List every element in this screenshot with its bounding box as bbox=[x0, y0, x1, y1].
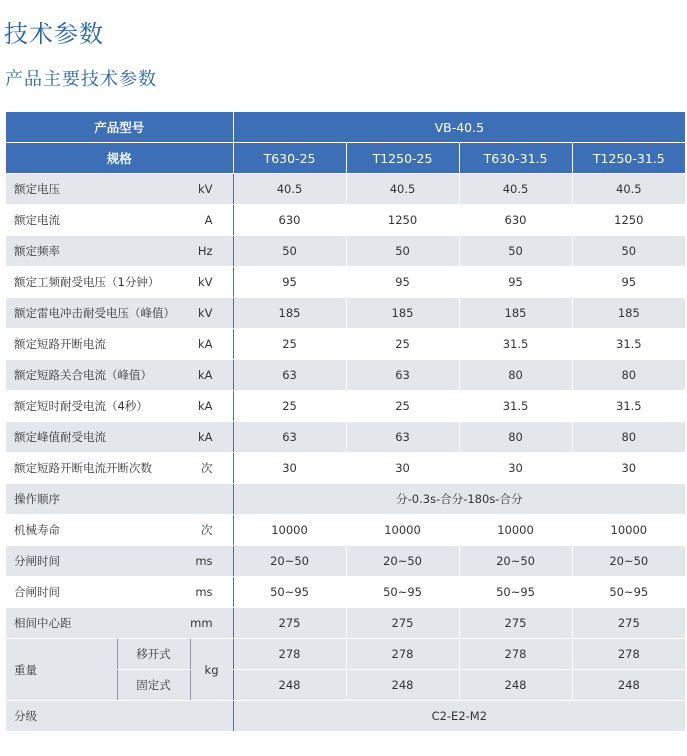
table-row bbox=[6, 329, 685, 360]
table-row bbox=[6, 577, 685, 608]
param-value: 50~95 bbox=[459, 577, 572, 608]
param-value: 50~95 bbox=[233, 577, 346, 608]
param-value: 63 bbox=[233, 360, 346, 391]
weight-label: 重量 bbox=[6, 639, 117, 701]
param-value: 95 bbox=[459, 267, 572, 298]
table-row bbox=[6, 205, 685, 236]
param-value: 185 bbox=[572, 298, 685, 329]
weight-type-label: 固定式 bbox=[117, 670, 190, 701]
param-value: 30 bbox=[346, 453, 459, 484]
param-unit: kV bbox=[190, 174, 233, 205]
param-value: 80 bbox=[572, 422, 685, 453]
weight-row bbox=[6, 639, 685, 670]
param-name: 额定频率 bbox=[6, 236, 190, 267]
param-unit: ms bbox=[190, 577, 233, 608]
table-row bbox=[6, 546, 685, 577]
section-subtitle: 产品主要技术参数 bbox=[5, 69, 157, 90]
grade-value: C2-E2-M2 bbox=[233, 701, 685, 732]
param-unit: 次 bbox=[190, 453, 233, 484]
weight-type-label: 移开式 bbox=[117, 639, 190, 670]
param-unit: mm bbox=[190, 608, 233, 639]
spec-label: 规格 bbox=[6, 143, 233, 174]
operation-sequence-row bbox=[6, 484, 685, 515]
param-unit: A bbox=[190, 205, 233, 236]
product-model-label: 产品型号 bbox=[6, 112, 233, 143]
param-name: 额定短路开断电流 bbox=[6, 329, 190, 360]
param-value: 31.5 bbox=[459, 391, 572, 422]
param-name: 相间中心距 bbox=[6, 608, 190, 639]
param-value: 185 bbox=[459, 298, 572, 329]
page-title: 技术参数 bbox=[4, 20, 104, 48]
param-unit: kA bbox=[190, 329, 233, 360]
param-value: 25 bbox=[346, 391, 459, 422]
param-unit: 次 bbox=[190, 515, 233, 546]
param-unit: kA bbox=[190, 391, 233, 422]
table-row bbox=[6, 298, 685, 329]
param-name: 额定峰值耐受电流 bbox=[6, 422, 190, 453]
weight-unit: kg bbox=[190, 639, 233, 701]
param-value: 80 bbox=[459, 422, 572, 453]
param-value: 63 bbox=[233, 422, 346, 453]
param-name: 额定工频耐受电压（1分钟） bbox=[6, 267, 190, 298]
param-unit: kV bbox=[190, 298, 233, 329]
product-model-value: VB-40.5 bbox=[233, 112, 685, 143]
param-name: 额定电压 bbox=[6, 174, 190, 205]
param-value: 50 bbox=[233, 236, 346, 267]
param-name: 额定雷电冲击耐受电压（峰值） bbox=[6, 298, 190, 329]
param-value: 275 bbox=[233, 608, 346, 639]
param-value: 63 bbox=[346, 422, 459, 453]
param-value: 275 bbox=[459, 608, 572, 639]
param-value: 278 bbox=[233, 639, 346, 670]
param-value: 20~50 bbox=[572, 546, 685, 577]
table-row bbox=[6, 391, 685, 422]
param-value: 80 bbox=[572, 360, 685, 391]
param-value: 30 bbox=[233, 453, 346, 484]
param-value: 25 bbox=[233, 329, 346, 360]
param-name: 额定短路开断电流开断次数 bbox=[6, 453, 190, 484]
param-value: 95 bbox=[572, 267, 685, 298]
param-value: 40.5 bbox=[233, 174, 346, 205]
param-unit: kV bbox=[190, 267, 233, 298]
param-value: 63 bbox=[346, 360, 459, 391]
model-header: T630-31.5 bbox=[459, 143, 572, 174]
param-value: 25 bbox=[233, 391, 346, 422]
param-unit: kA bbox=[190, 422, 233, 453]
param-value: 95 bbox=[233, 267, 346, 298]
param-value: 10000 bbox=[572, 515, 685, 546]
param-value: 50 bbox=[572, 236, 685, 267]
param-value: 10000 bbox=[346, 515, 459, 546]
param-value: 25 bbox=[346, 329, 459, 360]
param-value: 50 bbox=[346, 236, 459, 267]
param-value: 248 bbox=[572, 670, 685, 701]
table-row bbox=[6, 236, 685, 267]
param-name: 分闸时间 bbox=[6, 546, 190, 577]
param-value: 278 bbox=[459, 639, 572, 670]
param-value: 248 bbox=[346, 670, 459, 701]
spec-table bbox=[6, 112, 685, 732]
param-value: 248 bbox=[233, 670, 346, 701]
param-value: 40.5 bbox=[459, 174, 572, 205]
param-name: 额定短时耐受电流（4秒） bbox=[6, 391, 190, 422]
param-value: 185 bbox=[233, 298, 346, 329]
param-value: 50~95 bbox=[572, 577, 685, 608]
table-row bbox=[6, 608, 685, 639]
table-row bbox=[6, 360, 685, 391]
model-header: T1250-31.5 bbox=[572, 143, 685, 174]
model-header: T1250-25 bbox=[346, 143, 459, 174]
param-value: 50~95 bbox=[346, 577, 459, 608]
param-value: 30 bbox=[459, 453, 572, 484]
operation-sequence-label: 操作顺序 bbox=[6, 484, 233, 515]
param-value: 185 bbox=[346, 298, 459, 329]
param-unit: Hz bbox=[190, 236, 233, 267]
spec-header-row bbox=[6, 143, 685, 174]
param-value: 50 bbox=[459, 236, 572, 267]
param-name: 机械寿命 bbox=[6, 515, 190, 546]
param-value: 248 bbox=[459, 670, 572, 701]
param-value: 80 bbox=[459, 360, 572, 391]
product-model-row bbox=[6, 112, 685, 143]
param-unit: kA bbox=[190, 360, 233, 391]
param-value: 1250 bbox=[346, 205, 459, 236]
table-row bbox=[6, 515, 685, 546]
table-row bbox=[6, 422, 685, 453]
model-header: T630-25 bbox=[233, 143, 346, 174]
param-value: 630 bbox=[459, 205, 572, 236]
param-value: 20~50 bbox=[459, 546, 572, 577]
grade-label: 分级 bbox=[6, 701, 233, 732]
param-value: 20~50 bbox=[233, 546, 346, 577]
param-value: 40.5 bbox=[346, 174, 459, 205]
table-row bbox=[6, 174, 685, 205]
table-row bbox=[6, 453, 685, 484]
operation-sequence-value: 分-0.3s-合分-180s-合分 bbox=[233, 484, 685, 515]
param-value: 31.5 bbox=[572, 329, 685, 360]
param-value: 278 bbox=[572, 639, 685, 670]
param-value: 278 bbox=[346, 639, 459, 670]
param-value: 40.5 bbox=[572, 174, 685, 205]
param-unit: ms bbox=[190, 546, 233, 577]
param-value: 275 bbox=[346, 608, 459, 639]
param-value: 95 bbox=[346, 267, 459, 298]
grade-row bbox=[6, 701, 685, 732]
param-value: 20~50 bbox=[346, 546, 459, 577]
param-name: 合闸时间 bbox=[6, 577, 190, 608]
param-value: 31.5 bbox=[459, 329, 572, 360]
param-value: 1250 bbox=[572, 205, 685, 236]
table-row bbox=[6, 267, 685, 298]
param-value: 630 bbox=[233, 205, 346, 236]
param-value: 275 bbox=[572, 608, 685, 639]
param-value: 10000 bbox=[233, 515, 346, 546]
param-value: 10000 bbox=[459, 515, 572, 546]
param-name: 额定电流 bbox=[6, 205, 190, 236]
param-value: 31.5 bbox=[572, 391, 685, 422]
param-name: 额定短路关合电流（峰值） bbox=[6, 360, 190, 391]
param-value: 30 bbox=[572, 453, 685, 484]
